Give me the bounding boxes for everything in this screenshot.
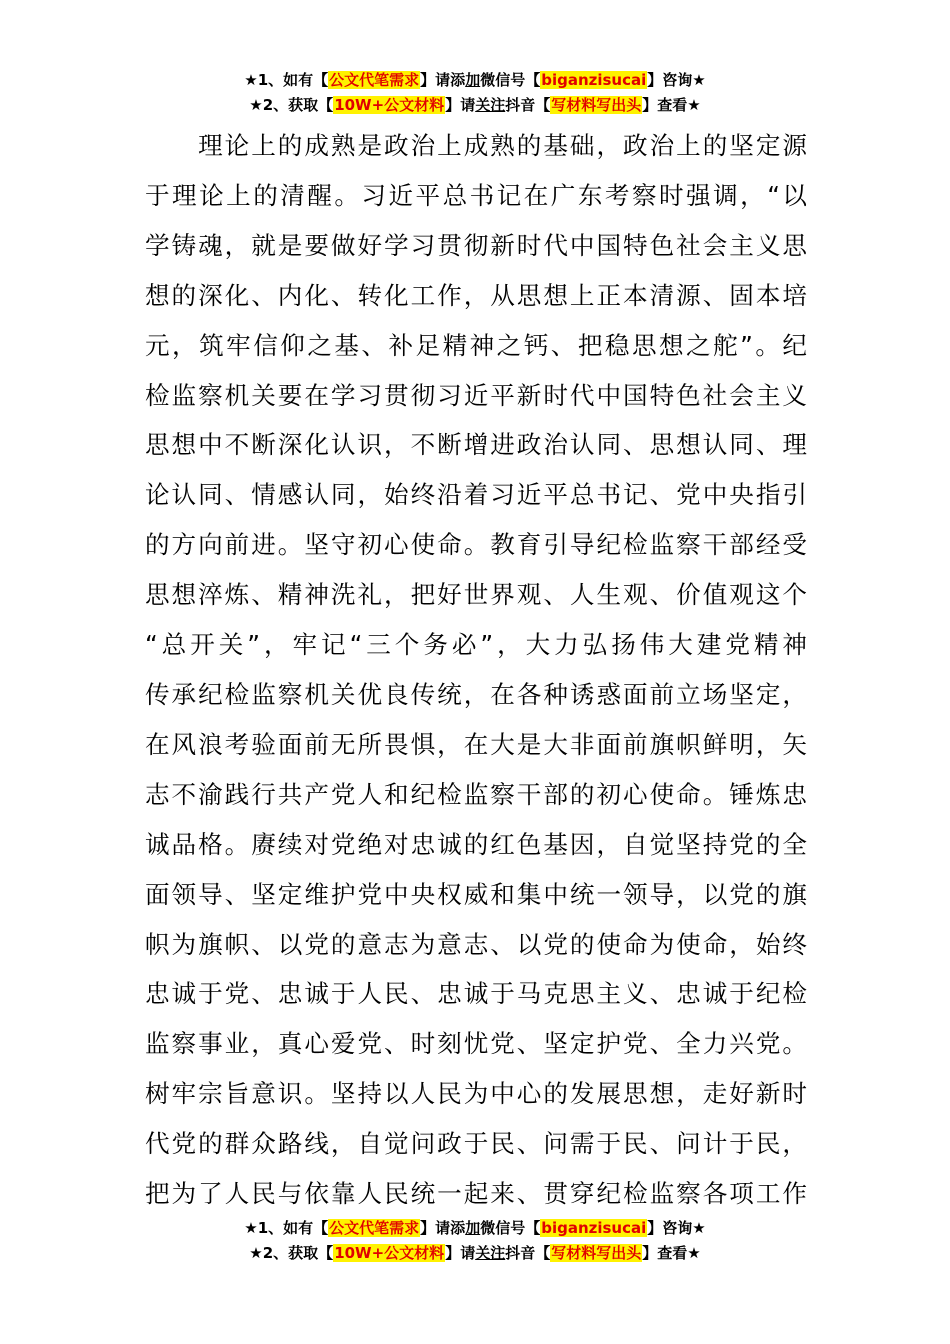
banner-line-2 <box>0 93 950 118</box>
highlight-service: 公文代笔需求 <box>329 1219 420 1237</box>
body-line: 监察事业，真心爱党、时刻忧党、坚定护党、全力兴党。 <box>145 1029 807 1059</box>
body-line: 树牢宗旨意识。坚持以人民为中心的发展思想，走好新时 <box>145 1079 807 1109</box>
banner-text: 】请 <box>445 96 476 114</box>
body-line: 在风浪考验面前无所畏惧，在大是大非面前旗帜鲜明，矢 <box>145 729 807 759</box>
body-line: 帜为旗帜、以党的意志为意志、以党的使命为使命，始终 <box>145 929 807 959</box>
body-line: 代党的群众路线，自觉问政于民、问需于民、问计于民， <box>145 1129 807 1159</box>
body-line: 学铸魂，就是要做好学习贯彻新时代中国特色社会主义思 <box>145 230 807 260</box>
body-line: 想的深化、内化、转化工作，从思想上正本清源、固本培 <box>145 280 807 310</box>
banner-line-1 <box>0 1216 950 1241</box>
banner-underlined-text: 加 <box>465 71 481 89</box>
banner-text: ★1、如有【 <box>244 1219 329 1237</box>
banner-underlined-text: 加 <box>465 1219 481 1237</box>
banner-text: ★1、如有【 <box>244 71 329 89</box>
body-line: 思想中不断深化认识，不断增进政治认同、思想认同、理 <box>145 430 807 460</box>
highlight-douyin-account: 写材料写出头 <box>551 1244 642 1262</box>
banner-text: 】请 <box>445 1244 476 1262</box>
banner-text: 】咨询★ <box>647 1219 706 1237</box>
footer-banner <box>0 1216 950 1266</box>
banner-text: 微信号【 <box>480 1219 541 1237</box>
banner-text: 微信号【 <box>480 71 541 89</box>
banner-text: 抖音【 <box>505 1244 551 1262</box>
banner-text: 】咨询★ <box>647 71 706 89</box>
body-line: 把为了人民与依靠人民统一起来、贯穿纪检监察各项工作 <box>145 1179 807 1209</box>
highlight-douyin-account: 写材料写出头 <box>551 96 642 114</box>
banner-text: 】查看★ <box>642 1244 701 1262</box>
banner-underlined-text: 关注 <box>475 96 506 114</box>
banner-line-2 <box>0 1241 950 1266</box>
body-line: “总开关”，牢记“三个务必”，大力弘扬伟大建党精神 <box>145 630 807 660</box>
body-line: 的方向前进。坚守初心使命。教育引导纪检监察干部经受 <box>145 530 807 560</box>
body-line: 检监察机关要在学习贯彻习近平新时代中国特色社会主义 <box>145 380 807 410</box>
highlight-materials: 10W+公文材料 <box>334 1244 445 1262</box>
banner-text: ★2、获取【 <box>249 96 334 114</box>
banner-text: 】请添 <box>420 1219 466 1237</box>
highlight-materials: 10W+公文材料 <box>334 96 445 114</box>
banner-text: ★2、获取【 <box>249 1244 334 1262</box>
body-line: 理论上的成熟是政治上成熟的基础，政治上的坚定源 <box>145 131 807 160</box>
banner-underlined-text: 关注 <box>475 1244 506 1262</box>
body-line: 元，筑牢信仰之基、补足精神之钙、把稳思想之舵”。纪 <box>145 330 807 360</box>
banner-text: 】请添 <box>420 71 466 89</box>
banner-text: 】查看★ <box>642 96 701 114</box>
body-line: 志不渝践行共产党人和纪检监察干部的初心使命。锤炼忠 <box>145 779 807 809</box>
header-banner <box>0 68 950 118</box>
banner-line-1 <box>0 68 950 93</box>
body-line: 论认同、情感认同，始终沿着习近平总书记、党中央指引 <box>145 480 807 510</box>
body-line: 忠诚于党、忠诚于人民、忠诚于马克思主义、忠诚于纪检 <box>145 979 807 1009</box>
highlight-service: 公文代笔需求 <box>329 71 420 89</box>
highlight-wechat-id: biganzisucai <box>541 71 647 89</box>
body-line: 面领导、坚定维护党中央权威和集中统一领导，以党的旗 <box>145 879 807 909</box>
document-body <box>145 121 807 1219</box>
body-line: 传承纪检监察机关优良传统，在各种诱惑面前立场坚定， <box>145 679 807 709</box>
banner-text: 抖音【 <box>505 96 551 114</box>
body-line: 思想淬炼、精神洗礼，把好世界观、人生观、价值观这个 <box>145 580 807 610</box>
body-line: 诚品格。赓续对党绝对忠诚的红色基因，自觉坚持党的全 <box>145 829 807 859</box>
highlight-wechat-id: biganzisucai <box>541 1219 647 1237</box>
body-line: 于理论上的清醒。习近平总书记在广东考察时强调，“以 <box>145 180 807 210</box>
